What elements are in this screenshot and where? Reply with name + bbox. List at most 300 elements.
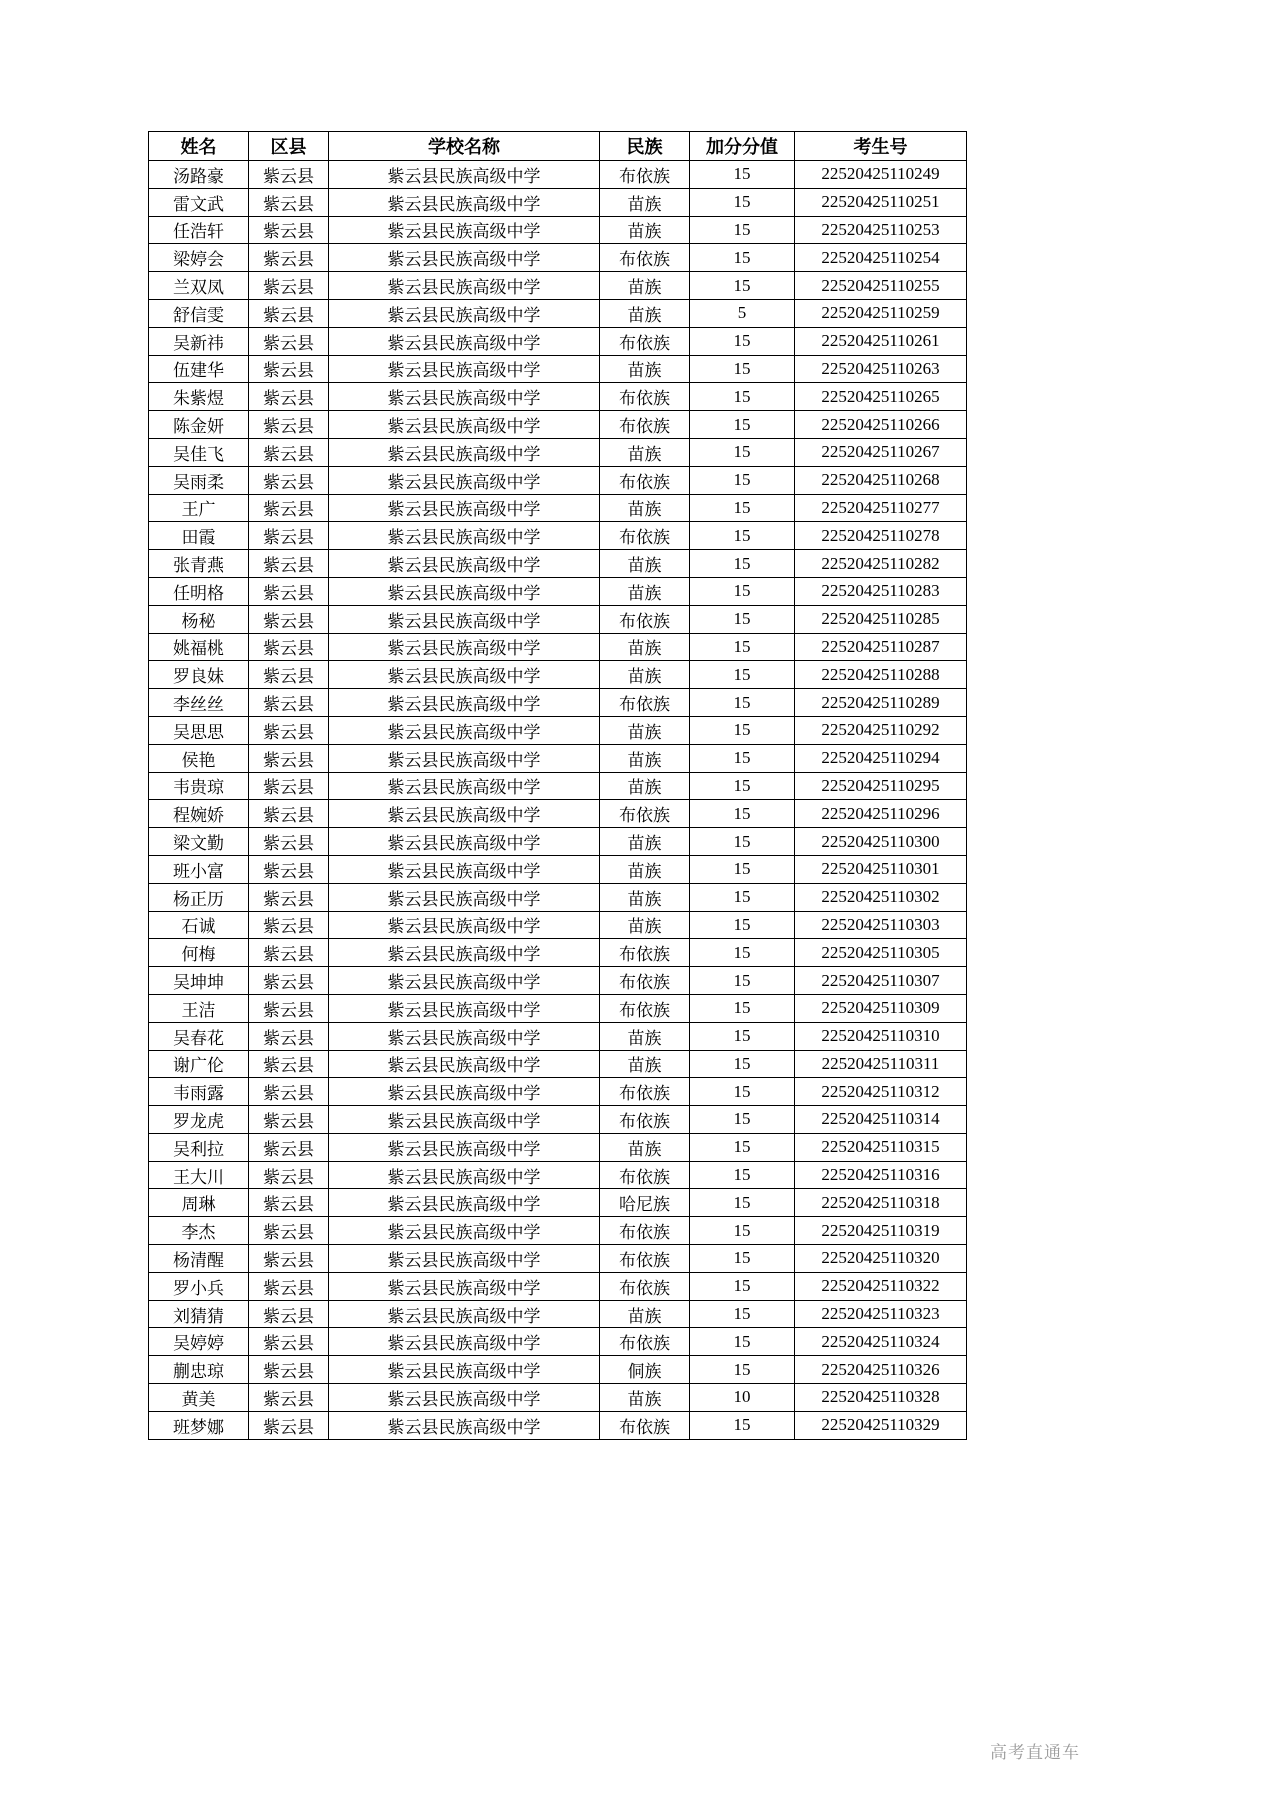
cell-school: 紫云县民族高级中学 [329, 994, 600, 1022]
cell-candidate-no: 22520425110253 [795, 216, 967, 244]
cell-candidate-no: 22520425110311 [795, 1050, 967, 1078]
table-row [149, 355, 967, 383]
cell-candidate-no: 22520425110326 [795, 1356, 967, 1384]
cell-name: 黄美 [149, 1384, 249, 1412]
cell-district: 紫云县 [249, 438, 329, 466]
table-row [149, 1078, 967, 1106]
cell-school: 紫云县民族高级中学 [329, 1161, 600, 1189]
cell-district: 紫云县 [249, 605, 329, 633]
cell-district: 紫云县 [249, 661, 329, 689]
watermark-text: 高考直通车 [990, 1743, 1080, 1762]
cell-name: 吴雨柔 [149, 466, 249, 494]
table-row [149, 605, 967, 633]
cell-school: 紫云县民族高级中学 [329, 1384, 600, 1412]
cell-name: 杨正历 [149, 883, 249, 911]
table-row [149, 772, 967, 800]
cell-school: 紫云县民族高级中学 [329, 1106, 600, 1134]
header-cell-candidate-no: 考生号 [795, 132, 967, 161]
cell-district: 紫云县 [249, 577, 329, 605]
table-row [149, 577, 967, 605]
table-row [149, 327, 967, 355]
cell-district: 紫云县 [249, 994, 329, 1022]
cell-name: 李杰 [149, 1217, 249, 1245]
cell-candidate-no: 22520425110309 [795, 994, 967, 1022]
cell-candidate-no: 22520425110249 [795, 161, 967, 189]
cell-district: 紫云县 [249, 1161, 329, 1189]
cell-school: 紫云县民族高级中学 [329, 1050, 600, 1078]
cell-bonus-points: 15 [690, 661, 795, 689]
cell-district: 紫云县 [249, 1078, 329, 1106]
cell-bonus-points: 15 [690, 605, 795, 633]
table-row [149, 911, 967, 939]
cell-bonus-points: 15 [690, 494, 795, 522]
cell-candidate-no: 22520425110305 [795, 939, 967, 967]
cell-ethnicity: 苗族 [600, 633, 690, 661]
table-row [149, 1161, 967, 1189]
cell-name: 任明格 [149, 577, 249, 605]
cell-bonus-points: 15 [690, 1356, 795, 1384]
cell-school: 紫云县民族高级中学 [329, 1217, 600, 1245]
cell-bonus-points: 15 [690, 383, 795, 411]
cell-ethnicity: 哈尼族 [600, 1189, 690, 1217]
table-row [149, 1356, 967, 1384]
cell-district: 紫云县 [249, 1300, 329, 1328]
cell-school: 紫云县民族高级中学 [329, 1300, 600, 1328]
cell-bonus-points: 15 [690, 633, 795, 661]
cell-district: 紫云县 [249, 828, 329, 856]
table-row [149, 1217, 967, 1245]
cell-school: 紫云县民族高级中学 [329, 1022, 600, 1050]
table-row [149, 633, 967, 661]
cell-district: 紫云县 [249, 716, 329, 744]
cell-school: 紫云县民族高级中学 [329, 216, 600, 244]
cell-name: 班梦娜 [149, 1411, 249, 1439]
cell-bonus-points: 15 [690, 188, 795, 216]
table-row [149, 939, 967, 967]
cell-ethnicity: 苗族 [600, 1050, 690, 1078]
cell-district: 紫云县 [249, 1328, 329, 1356]
cell-school: 紫云县民族高级中学 [329, 577, 600, 605]
cell-ethnicity: 侗族 [600, 1356, 690, 1384]
table-row [149, 883, 967, 911]
cell-district: 紫云县 [249, 411, 329, 439]
cell-name: 张青燕 [149, 550, 249, 578]
cell-candidate-no: 22520425110303 [795, 911, 967, 939]
cell-candidate-no: 22520425110324 [795, 1328, 967, 1356]
cell-bonus-points: 15 [690, 994, 795, 1022]
cell-name: 杨秘 [149, 605, 249, 633]
cell-candidate-no: 22520425110259 [795, 299, 967, 327]
cell-bonus-points: 15 [690, 1161, 795, 1189]
table-row [149, 1189, 967, 1217]
table-row [149, 994, 967, 1022]
cell-school: 紫云县民族高级中学 [329, 939, 600, 967]
cell-name: 班小富 [149, 855, 249, 883]
cell-school: 紫云县民族高级中学 [329, 828, 600, 856]
cell-district: 紫云县 [249, 689, 329, 717]
cell-school: 紫云县民族高级中学 [329, 716, 600, 744]
table-row [149, 1272, 967, 1300]
cell-candidate-no: 22520425110328 [795, 1384, 967, 1412]
cell-candidate-no: 22520425110301 [795, 855, 967, 883]
cell-district: 紫云县 [249, 855, 329, 883]
table-row [149, 383, 967, 411]
cell-name: 吴思思 [149, 716, 249, 744]
cell-name: 兰双凤 [149, 272, 249, 300]
cell-district: 紫云县 [249, 911, 329, 939]
cell-candidate-no: 22520425110329 [795, 1411, 967, 1439]
cell-candidate-no: 22520425110292 [795, 716, 967, 744]
cell-ethnicity: 布依族 [600, 1217, 690, 1245]
cell-ethnicity: 苗族 [600, 883, 690, 911]
cell-district: 紫云县 [249, 1272, 329, 1300]
table-row [149, 1411, 967, 1439]
cell-name: 梁文勤 [149, 828, 249, 856]
cell-candidate-no: 22520425110312 [795, 1078, 967, 1106]
cell-name: 吴婷婷 [149, 1328, 249, 1356]
cell-district: 紫云县 [249, 1189, 329, 1217]
cell-ethnicity: 布依族 [600, 689, 690, 717]
cell-candidate-no: 22520425110287 [795, 633, 967, 661]
table-row [149, 272, 967, 300]
cell-name: 蒯忠琼 [149, 1356, 249, 1384]
cell-school: 紫云县民族高级中学 [329, 1189, 600, 1217]
cell-district: 紫云县 [249, 466, 329, 494]
cell-ethnicity: 苗族 [600, 744, 690, 772]
cell-ethnicity: 布依族 [600, 411, 690, 439]
cell-name: 罗良妹 [149, 661, 249, 689]
cell-candidate-no: 22520425110263 [795, 355, 967, 383]
cell-ethnicity: 苗族 [600, 355, 690, 383]
cell-school: 紫云县民族高级中学 [329, 883, 600, 911]
table-row [149, 661, 967, 689]
cell-ethnicity: 苗族 [600, 550, 690, 578]
cell-school: 紫云县民族高级中学 [329, 550, 600, 578]
cell-bonus-points: 10 [690, 1384, 795, 1412]
cell-name: 王大川 [149, 1161, 249, 1189]
table-row [149, 1133, 967, 1161]
table-row [149, 216, 967, 244]
cell-district: 紫云县 [249, 299, 329, 327]
table-row [149, 689, 967, 717]
cell-district: 紫云县 [249, 216, 329, 244]
cell-school: 紫云县民族高级中学 [329, 272, 600, 300]
cell-name: 王洁 [149, 994, 249, 1022]
cell-ethnicity: 苗族 [600, 188, 690, 216]
cell-name: 刘猜猜 [149, 1300, 249, 1328]
cell-ethnicity: 苗族 [600, 716, 690, 744]
cell-bonus-points: 15 [690, 1217, 795, 1245]
table-row [149, 1384, 967, 1412]
cell-name: 陈金妍 [149, 411, 249, 439]
cell-candidate-no: 22520425110278 [795, 522, 967, 550]
cell-school: 紫云县民族高级中学 [329, 355, 600, 383]
cell-district: 紫云县 [249, 1133, 329, 1161]
table-row [149, 967, 967, 995]
cell-school: 紫云县民族高级中学 [329, 244, 600, 272]
table-row [149, 716, 967, 744]
cell-bonus-points: 15 [690, 216, 795, 244]
cell-bonus-points: 15 [690, 689, 795, 717]
cell-candidate-no: 22520425110296 [795, 800, 967, 828]
cell-bonus-points: 15 [690, 272, 795, 300]
cell-bonus-points: 15 [690, 1328, 795, 1356]
cell-name: 朱紫煜 [149, 383, 249, 411]
bonus-score-table [148, 131, 967, 1440]
cell-ethnicity: 布依族 [600, 1272, 690, 1300]
table-row [149, 299, 967, 327]
cell-bonus-points: 15 [690, 1133, 795, 1161]
cell-bonus-points: 15 [690, 411, 795, 439]
cell-bonus-points: 15 [690, 355, 795, 383]
cell-name: 侯艳 [149, 744, 249, 772]
cell-candidate-no: 22520425110323 [795, 1300, 967, 1328]
cell-bonus-points: 15 [690, 855, 795, 883]
table-row [149, 744, 967, 772]
cell-candidate-no: 22520425110267 [795, 438, 967, 466]
table-row [149, 244, 967, 272]
cell-name: 韦雨露 [149, 1078, 249, 1106]
cell-candidate-no: 22520425110289 [795, 689, 967, 717]
cell-bonus-points: 15 [690, 1022, 795, 1050]
cell-name: 王广 [149, 494, 249, 522]
cell-bonus-points: 15 [690, 522, 795, 550]
cell-school: 紫云县民族高级中学 [329, 689, 600, 717]
cell-name: 谢广伦 [149, 1050, 249, 1078]
table-row [149, 550, 967, 578]
cell-candidate-no: 22520425110283 [795, 577, 967, 605]
table-row [149, 1328, 967, 1356]
table-row [149, 1022, 967, 1050]
cell-bonus-points: 15 [690, 716, 795, 744]
cell-ethnicity: 布依族 [600, 800, 690, 828]
table-row [149, 855, 967, 883]
cell-school: 紫云县民族高级中学 [329, 327, 600, 355]
table-row [149, 1300, 967, 1328]
table-row [149, 188, 967, 216]
cell-district: 紫云县 [249, 1050, 329, 1078]
cell-bonus-points: 15 [690, 577, 795, 605]
cell-bonus-points: 15 [690, 244, 795, 272]
cell-name: 李丝丝 [149, 689, 249, 717]
cell-school: 紫云县民族高级中学 [329, 1133, 600, 1161]
cell-ethnicity: 布依族 [600, 1328, 690, 1356]
cell-candidate-no: 22520425110320 [795, 1245, 967, 1273]
cell-school: 紫云县民族高级中学 [329, 772, 600, 800]
table-row [149, 466, 967, 494]
cell-bonus-points: 15 [690, 800, 795, 828]
cell-candidate-no: 22520425110318 [795, 1189, 967, 1217]
cell-name: 何梅 [149, 939, 249, 967]
cell-bonus-points: 15 [690, 1411, 795, 1439]
table-row [149, 800, 967, 828]
cell-ethnicity: 苗族 [600, 1384, 690, 1412]
cell-bonus-points: 15 [690, 1050, 795, 1078]
cell-ethnicity: 苗族 [600, 577, 690, 605]
header-cell-ethnicity: 民族 [600, 132, 690, 161]
cell-school: 紫云县民族高级中学 [329, 1078, 600, 1106]
header-cell-school: 学校名称 [329, 132, 600, 161]
cell-ethnicity: 布依族 [600, 466, 690, 494]
cell-school: 紫云县民族高级中学 [329, 188, 600, 216]
cell-school: 紫云县民族高级中学 [329, 911, 600, 939]
cell-district: 紫云县 [249, 383, 329, 411]
cell-name: 姚福桃 [149, 633, 249, 661]
cell-district: 紫云县 [249, 244, 329, 272]
cell-district: 紫云县 [249, 327, 329, 355]
cell-candidate-no: 22520425110294 [795, 744, 967, 772]
cell-school: 紫云县民族高级中学 [329, 1245, 600, 1273]
cell-ethnicity: 布依族 [600, 1411, 690, 1439]
cell-bonus-points: 15 [690, 772, 795, 800]
cell-school: 紫云县民族高级中学 [329, 967, 600, 995]
cell-ethnicity: 布依族 [600, 939, 690, 967]
cell-school: 紫云县民族高级中学 [329, 1411, 600, 1439]
cell-ethnicity: 苗族 [600, 299, 690, 327]
table-row [149, 1245, 967, 1273]
cell-candidate-no: 22520425110251 [795, 188, 967, 216]
cell-name: 韦贵琼 [149, 772, 249, 800]
cell-bonus-points: 15 [690, 1078, 795, 1106]
cell-bonus-points: 15 [690, 1106, 795, 1134]
cell-school: 紫云县民族高级中学 [329, 466, 600, 494]
cell-bonus-points: 15 [690, 1272, 795, 1300]
cell-bonus-points: 15 [690, 911, 795, 939]
cell-ethnicity: 布依族 [600, 967, 690, 995]
table-row [149, 494, 967, 522]
header-cell-district: 区县 [249, 132, 329, 161]
cell-school: 紫云县民族高级中学 [329, 383, 600, 411]
cell-candidate-no: 22520425110288 [795, 661, 967, 689]
cell-candidate-no: 22520425110300 [795, 828, 967, 856]
header-cell-bonus-points: 加分分值 [690, 132, 795, 161]
cell-name: 梁婷会 [149, 244, 249, 272]
table-row [149, 411, 967, 439]
cell-candidate-no: 22520425110268 [795, 466, 967, 494]
cell-district: 紫云县 [249, 494, 329, 522]
cell-bonus-points: 15 [690, 1245, 795, 1273]
cell-candidate-no: 22520425110319 [795, 1217, 967, 1245]
cell-ethnicity: 苗族 [600, 494, 690, 522]
cell-school: 紫云县民族高级中学 [329, 605, 600, 633]
cell-name: 吴春花 [149, 1022, 249, 1050]
cell-school: 紫云县民族高级中学 [329, 522, 600, 550]
cell-name: 杨清醒 [149, 1245, 249, 1273]
cell-ethnicity: 苗族 [600, 661, 690, 689]
cell-candidate-no: 22520425110315 [795, 1133, 967, 1161]
cell-district: 紫云县 [249, 1356, 329, 1384]
cell-bonus-points: 15 [690, 161, 795, 189]
cell-bonus-points: 15 [690, 466, 795, 494]
cell-ethnicity: 布依族 [600, 327, 690, 355]
cell-school: 紫云县民族高级中学 [329, 744, 600, 772]
cell-name: 罗小兵 [149, 1272, 249, 1300]
cell-ethnicity: 苗族 [600, 828, 690, 856]
cell-ethnicity: 布依族 [600, 244, 690, 272]
cell-ethnicity: 苗族 [600, 855, 690, 883]
cell-district: 紫云县 [249, 967, 329, 995]
cell-name: 雷文武 [149, 188, 249, 216]
cell-name: 吴佳飞 [149, 438, 249, 466]
cell-candidate-no: 22520425110266 [795, 411, 967, 439]
cell-bonus-points: 5 [690, 299, 795, 327]
cell-ethnicity: 布依族 [600, 1161, 690, 1189]
cell-name: 伍建华 [149, 355, 249, 383]
cell-ethnicity: 布依族 [600, 522, 690, 550]
cell-ethnicity: 苗族 [600, 438, 690, 466]
cell-name: 周琳 [149, 1189, 249, 1217]
cell-district: 紫云县 [249, 744, 329, 772]
cell-district: 紫云县 [249, 1384, 329, 1412]
cell-ethnicity: 苗族 [600, 1133, 690, 1161]
cell-district: 紫云县 [249, 355, 329, 383]
cell-candidate-no: 22520425110322 [795, 1272, 967, 1300]
cell-ethnicity: 布依族 [600, 383, 690, 411]
table-row [149, 1050, 967, 1078]
cell-bonus-points: 15 [690, 967, 795, 995]
cell-name: 任浩轩 [149, 216, 249, 244]
cell-name: 程婉娇 [149, 800, 249, 828]
cell-candidate-no: 22520425110310 [795, 1022, 967, 1050]
cell-name: 舒信雯 [149, 299, 249, 327]
cell-district: 紫云县 [249, 272, 329, 300]
cell-district: 紫云县 [249, 883, 329, 911]
cell-bonus-points: 15 [690, 438, 795, 466]
cell-district: 紫云县 [249, 1245, 329, 1273]
cell-school: 紫云县民族高级中学 [329, 438, 600, 466]
cell-name: 田霞 [149, 522, 249, 550]
cell-name: 石诚 [149, 911, 249, 939]
cell-name: 罗龙虎 [149, 1106, 249, 1134]
cell-candidate-no: 22520425110295 [795, 772, 967, 800]
table-header-row [149, 132, 967, 161]
cell-candidate-no: 22520425110265 [795, 383, 967, 411]
cell-school: 紫云县民族高级中学 [329, 633, 600, 661]
cell-district: 紫云县 [249, 550, 329, 578]
cell-bonus-points: 15 [690, 550, 795, 578]
cell-ethnicity: 苗族 [600, 772, 690, 800]
cell-ethnicity: 苗族 [600, 1022, 690, 1050]
cell-candidate-no: 22520425110307 [795, 967, 967, 995]
header-cell-name: 姓名 [149, 132, 249, 161]
table-row [149, 522, 967, 550]
cell-ethnicity: 布依族 [600, 605, 690, 633]
cell-candidate-no: 22520425110285 [795, 605, 967, 633]
cell-ethnicity: 布依族 [600, 1078, 690, 1106]
cell-school: 紫云县民族高级中学 [329, 661, 600, 689]
cell-school: 紫云县民族高级中学 [329, 494, 600, 522]
cell-ethnicity: 苗族 [600, 272, 690, 300]
cell-candidate-no: 22520425110282 [795, 550, 967, 578]
cell-name: 汤路豪 [149, 161, 249, 189]
cell-candidate-no: 22520425110302 [795, 883, 967, 911]
cell-district: 紫云县 [249, 522, 329, 550]
cell-district: 紫云县 [249, 939, 329, 967]
cell-school: 紫云县民族高级中学 [329, 161, 600, 189]
table-row [149, 161, 967, 189]
cell-school: 紫云县民族高级中学 [329, 1356, 600, 1384]
cell-ethnicity: 布依族 [600, 1106, 690, 1134]
cell-ethnicity: 苗族 [600, 216, 690, 244]
cell-candidate-no: 22520425110316 [795, 1161, 967, 1189]
cell-name: 吴坤坤 [149, 967, 249, 995]
cell-candidate-no: 22520425110254 [795, 244, 967, 272]
cell-ethnicity: 苗族 [600, 911, 690, 939]
cell-district: 紫云县 [249, 1106, 329, 1134]
cell-ethnicity: 布依族 [600, 994, 690, 1022]
cell-school: 紫云县民族高级中学 [329, 855, 600, 883]
cell-district: 紫云县 [249, 161, 329, 189]
